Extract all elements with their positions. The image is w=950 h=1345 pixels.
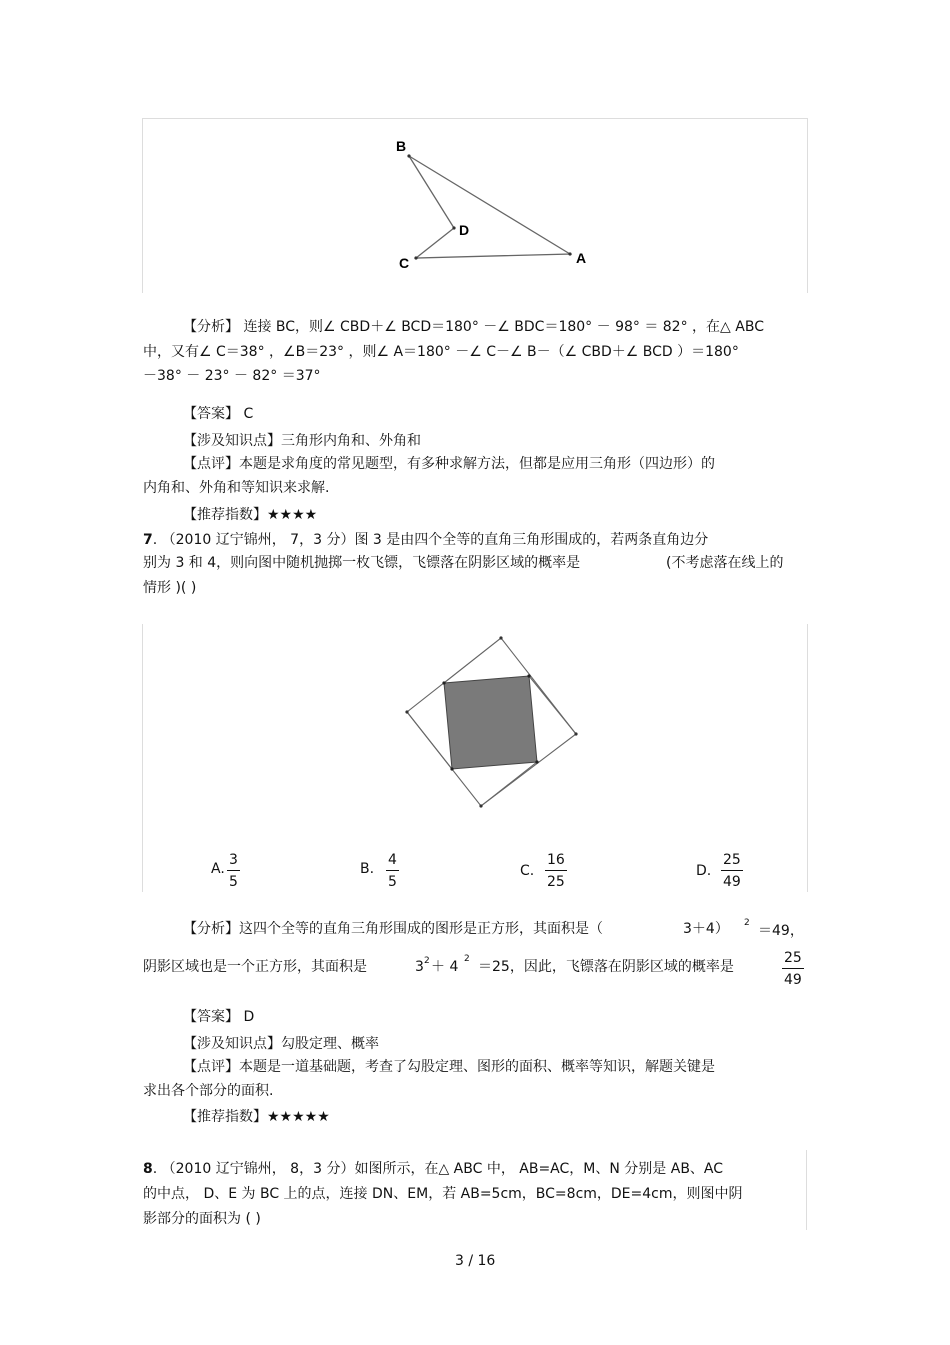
q7-analysis-line-2a: 阴影区域也是一个正方形，其面积是 bbox=[143, 959, 367, 975]
q7-analysis-result-fraction bbox=[782, 951, 804, 987]
vertex-d-label: D bbox=[459, 222, 470, 238]
vertex-b-label: B bbox=[396, 138, 407, 154]
q7-comment-line-2: 求出各个部分的面积. bbox=[143, 1083, 274, 1099]
q7-analysis-exponent: 2 bbox=[424, 956, 430, 966]
q6-analysis-line-1: 【分析】 连接 BC，则∠ CBD＋∠ BCD＝180° －∠ BDC＝180° － 98° ＝ 82° ，在△ ABC bbox=[183, 319, 764, 335]
q7-analysis-line-1a: 【分析】这四个全等的直角三角形围成的图形是正方形，其面积是（ bbox=[183, 921, 603, 937]
q7-option-d-fraction bbox=[721, 853, 743, 889]
q7-option-b-fraction bbox=[386, 853, 399, 889]
q7-answer: 【答案】 D bbox=[183, 1009, 255, 1025]
q7-option-a-fraction bbox=[227, 853, 240, 889]
q8-stem-line-3: 影部分的面积为 ( ) bbox=[143, 1211, 261, 1227]
inner-vertex-dot bbox=[442, 681, 445, 684]
q8-stem-line-2: 的中点， D、E 为 BC 上的点，连接 DN、EM，若 AB=5cm，BC=8cm，DE=4cm，则图中阴 bbox=[143, 1186, 743, 1202]
fraction-denominator: 25 bbox=[545, 870, 567, 889]
q7-stem-line-2b: (不考虑落在线上的 bbox=[666, 555, 784, 571]
q7-analysis-exponent: 2 bbox=[744, 918, 750, 928]
q7-option-a-label: A. bbox=[211, 861, 225, 877]
q7-comment-line-1: 【点评】本题是一道基础题，考查了勾股定理、图形的面积、概率等知识，解题关键是 bbox=[183, 1059, 715, 1075]
q7-analysis-line-2c: ＋ 4 bbox=[431, 959, 459, 975]
q7-stem-line-2a: 别为 3 和 4，则向图中随机抛掷一枚飞镖，飞镖落在阴影区域的概率是 bbox=[143, 555, 581, 571]
outer-vertex-dot bbox=[405, 710, 408, 713]
fraction-denominator: 5 bbox=[227, 870, 240, 889]
fraction-numerator: 4 bbox=[388, 852, 397, 868]
q7-stem-text-1: . （2010 辽宁锦州， 7，3 分）图 3 是由四个全等的直角三角形围成的，若两条直角边分 bbox=[152, 532, 709, 548]
outer-vertex-dot bbox=[574, 732, 577, 735]
triangle-leg-3 bbox=[481, 762, 537, 806]
inner-vertex-dot bbox=[535, 760, 538, 763]
vertex-c-label: C bbox=[399, 255, 410, 271]
inner-vertex-dot bbox=[450, 767, 453, 770]
page-number: 3 / 16 bbox=[455, 1253, 496, 1269]
fraction-denominator: 49 bbox=[782, 968, 804, 987]
q8-stem-line-1 bbox=[143, 1162, 723, 1176]
q7-analysis-line-1c: ＝49， bbox=[758, 923, 804, 939]
q7-rating: 【推荐指数】★★★★★ bbox=[183, 1109, 330, 1125]
fraction-numerator: 3 bbox=[229, 852, 238, 868]
q7-stem-line-3: 情形 )( ) bbox=[143, 580, 197, 596]
outer-vertex-dot bbox=[479, 804, 482, 807]
q6-analysis-line-3: －38° － 23° － 82° ＝37° bbox=[143, 368, 321, 384]
q7-knowledge-points: 【涉及知识点】勾股定理、概率 bbox=[183, 1036, 379, 1052]
q6-analysis-line-2: 中，又有∠ C＝38° ，∠B＝23° ，则∠ A＝180° －∠ C－∠ B－（∠ CBD＋∠ BCD ）＝180° bbox=[143, 344, 739, 360]
triangle-leg-1 bbox=[444, 638, 501, 683]
q7-option-c-fraction bbox=[545, 853, 567, 889]
fraction-numerator: 25 bbox=[784, 950, 802, 966]
outer-vertex-dot bbox=[499, 636, 502, 639]
q7-analysis-line-2d: ＝25，因此，飞镖落在阴影区域的概率是 bbox=[478, 959, 734, 975]
shaded-inner-square bbox=[444, 676, 537, 769]
q6-comment-line-2: 内角和、外角和等知识来求解. bbox=[143, 480, 330, 496]
q7-option-c-label: C. bbox=[520, 863, 535, 879]
q7-option-d-label: D. bbox=[696, 863, 712, 879]
q7-option-b-label: B. bbox=[360, 861, 375, 877]
triangle-leg-4 bbox=[407, 712, 452, 769]
q8-stem-text-1: . （2010 辽宁锦州， 8，3 分）如图所示，在△ ABC 中， AB=AC，M、N 分别是 AB、AC bbox=[152, 1161, 724, 1177]
fraction-denominator: 49 bbox=[721, 870, 743, 889]
q7-analysis-line-2b: 3 bbox=[415, 959, 424, 975]
q8-number: 8 bbox=[143, 1161, 153, 1177]
fraction-numerator: 16 bbox=[547, 852, 565, 868]
q7-analysis-exponent: 2 bbox=[464, 954, 470, 964]
inner-vertex-dot bbox=[527, 674, 530, 677]
triangle-leg-2 bbox=[529, 676, 576, 734]
q6-comment-line-1: 【点评】本题是求角度的常见题型，有多种求解方法，但都是应用三角形（四边形）的 bbox=[183, 456, 715, 472]
vertex-a-label: A bbox=[576, 250, 587, 266]
fraction-denominator: 5 bbox=[386, 870, 399, 889]
q7-number: 7 bbox=[143, 532, 153, 548]
q6-rating: 【推荐指数】★★★★ bbox=[183, 507, 318, 523]
q6-knowledge-points: 【涉及知识点】三角形内角和、外角和 bbox=[183, 433, 421, 449]
q6-answer: 【答案】 C bbox=[183, 406, 254, 422]
fraction-numerator: 25 bbox=[723, 852, 741, 868]
q7-analysis-line-1b: 3＋4） bbox=[683, 921, 729, 937]
